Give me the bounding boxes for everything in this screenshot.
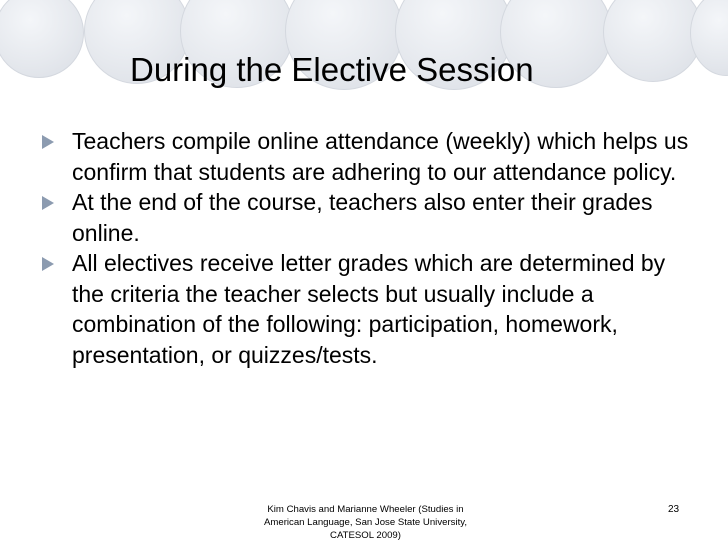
slide-title: During the Elective Session [130,51,534,88]
circle-decoration-icon [690,0,728,76]
bullet-text: All electives receive letter grades which are determined by the criteria the teacher selects but usually include a combination of the following: participation, homework, presentation, or quizzes/tests. [72,250,666,368]
triangle-bullet-icon [42,257,54,271]
circle-decoration-icon [0,0,84,78]
bullet-list [40,126,700,370]
bullet-item [40,126,700,187]
slide-footer: Kim Chavis and Marianne Wheeler (Studies in American Language, San Jose State University, CATESOL 2009) [263,504,467,541]
bullet-item [40,187,700,248]
triangle-bullet-icon [42,135,54,149]
bullet-text: At the end of the course, teachers also enter their grades online. [72,189,653,246]
triangle-bullet-icon [42,196,54,210]
bullet-text: Teachers compile online attendance (weekly) which helps us confirm that students are adhering to our attendance policy. [72,128,689,185]
page-number: 23 [668,504,680,515]
circle-decoration-icon [603,0,703,82]
bullet-item [40,248,700,370]
